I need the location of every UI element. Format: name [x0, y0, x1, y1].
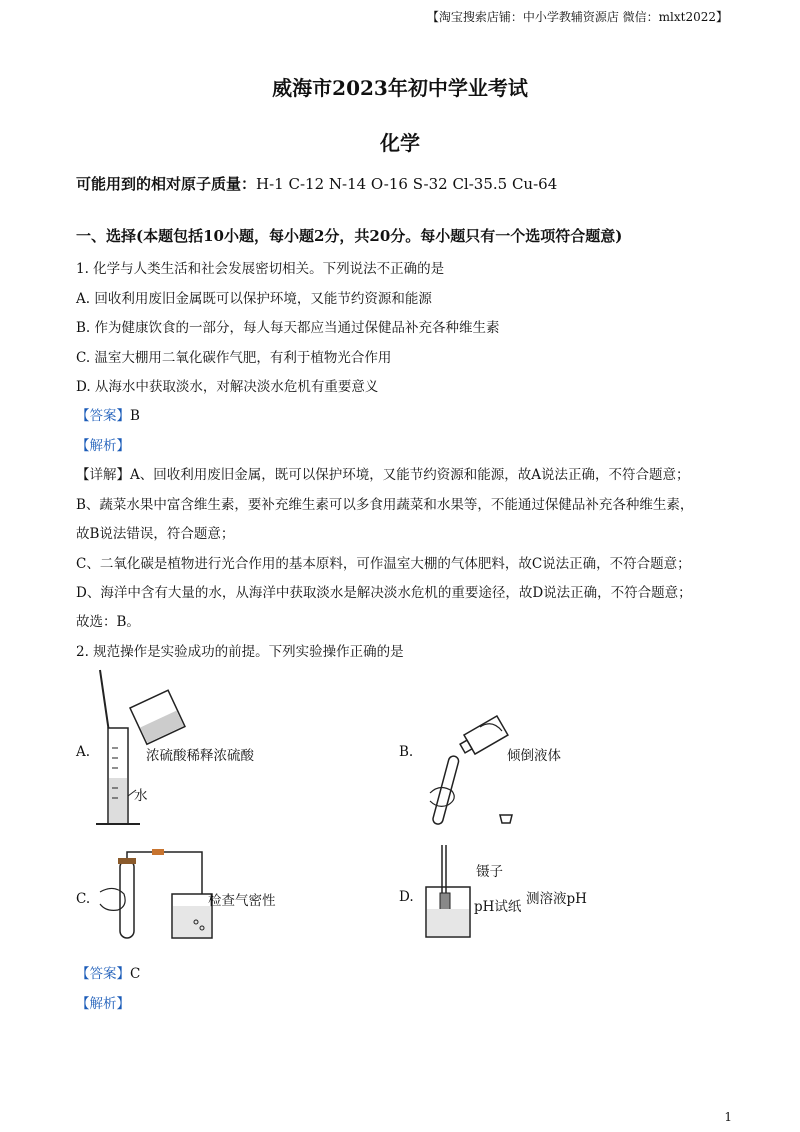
- q2-option-c-letter: C.: [76, 891, 91, 907]
- answer-value: B: [130, 408, 140, 424]
- q1-detail-line: D、海洋中含有大量的水，从海洋中获取淡水是解决淡水危机的重要途径，故D说法正确，不符合题意；: [76, 585, 692, 601]
- q2-option-a-letter: A.: [76, 744, 91, 760]
- q1-detail-line: C、二氧化碳是植物进行光合作用的基本原料，可作温室大棚的气体肥料，故C说法正确，不符合题意；: [76, 556, 691, 572]
- q2-option-a-label: 浓硫酸稀释浓硫酸: [146, 748, 254, 764]
- detail-tag: 【详解】: [76, 467, 130, 483]
- figure-airtightness-check: [92, 848, 216, 940]
- answer-value: C: [130, 966, 141, 982]
- q1-detail-line: [76, 463, 726, 483]
- page-number: 1: [724, 1110, 732, 1124]
- q1-detail-line: B、蔬菜水果中富含维生素，要补充维生素可以多食用蔬菜和水果等，不能通过保健品补充各种维生素，: [76, 497, 694, 513]
- header-note: 【淘宝搜索店铺：中小学教辅资源店 微信：mlxt2022】: [426, 10, 728, 24]
- q2-answer: [76, 962, 140, 982]
- q2-option-a-water: 水: [134, 788, 148, 804]
- figure-pour-liquid: [420, 715, 530, 830]
- answer-tag: 【答案】: [76, 966, 130, 982]
- q2-option-c-label: 检查气密性: [208, 893, 276, 909]
- q2-option-d-paper: pH试纸: [474, 899, 522, 915]
- q2-option-d-tweezers: 镊子: [476, 864, 503, 880]
- q1-option-c: C. 温室大棚用二氧化碳作气肥，有利于植物光合作用: [76, 350, 392, 366]
- q1-answer: [76, 404, 140, 424]
- exam-subject: 化学: [380, 131, 420, 155]
- q1-option-d: D. 从海水中获取淡水，对解决淡水危机有重要意义: [76, 379, 379, 395]
- q1-stem: 1. 化学与人类生活和社会发展密切相关。下列说法不正确的是: [76, 261, 445, 277]
- q2-analysis-tag: [76, 992, 130, 1012]
- q2-stem: 2. 规范操作是实验成功的前提。下列实验操作正确的是: [76, 644, 404, 660]
- atomic-mass-line: [76, 173, 557, 194]
- q1-detail-line: 故选：B。: [76, 614, 140, 630]
- q2-option-d-label: 测溶液pH: [526, 891, 587, 907]
- section-heading: 一、选择(本题包括10小题，每小题2分，共20分。每小题只有一个选项符合题意): [76, 227, 623, 245]
- q1-option-a: A. 回收利用废旧金属既可以保护环境，又能节约资源和能源: [76, 291, 432, 307]
- exam-title: 威海市2023年初中学业考试: [272, 76, 528, 100]
- figure-measure-ph: [424, 843, 474, 939]
- detail-text: A、回收利用废旧金属，既可以保护环境，又能节约资源和能源，故A说法正确，不符合题意；: [130, 467, 690, 483]
- analysis-tag: 【解析】: [76, 438, 130, 454]
- q1-option-b: B. 作为健康饮食的一部分，每人每天都应当通过保健品补充各种维生素: [76, 320, 500, 336]
- q1-analysis-tag: [76, 434, 130, 454]
- atomic-mass-label: 可能用到的相对原子质量：: [76, 175, 257, 193]
- q2-option-d-letter: D.: [399, 889, 414, 905]
- q1-detail-line: 故B说法错误，符合题意；: [76, 526, 235, 542]
- answer-tag: 【答案】: [76, 408, 130, 424]
- analysis-tag: 【解析】: [76, 996, 130, 1012]
- q2-option-b-label: 倾倒液体: [507, 748, 561, 764]
- q2-option-b-letter: B.: [399, 744, 414, 760]
- atomic-mass-values: H-1 C-12 N-14 O-16 S-32 Cl-35.5 Cu-64: [256, 175, 558, 193]
